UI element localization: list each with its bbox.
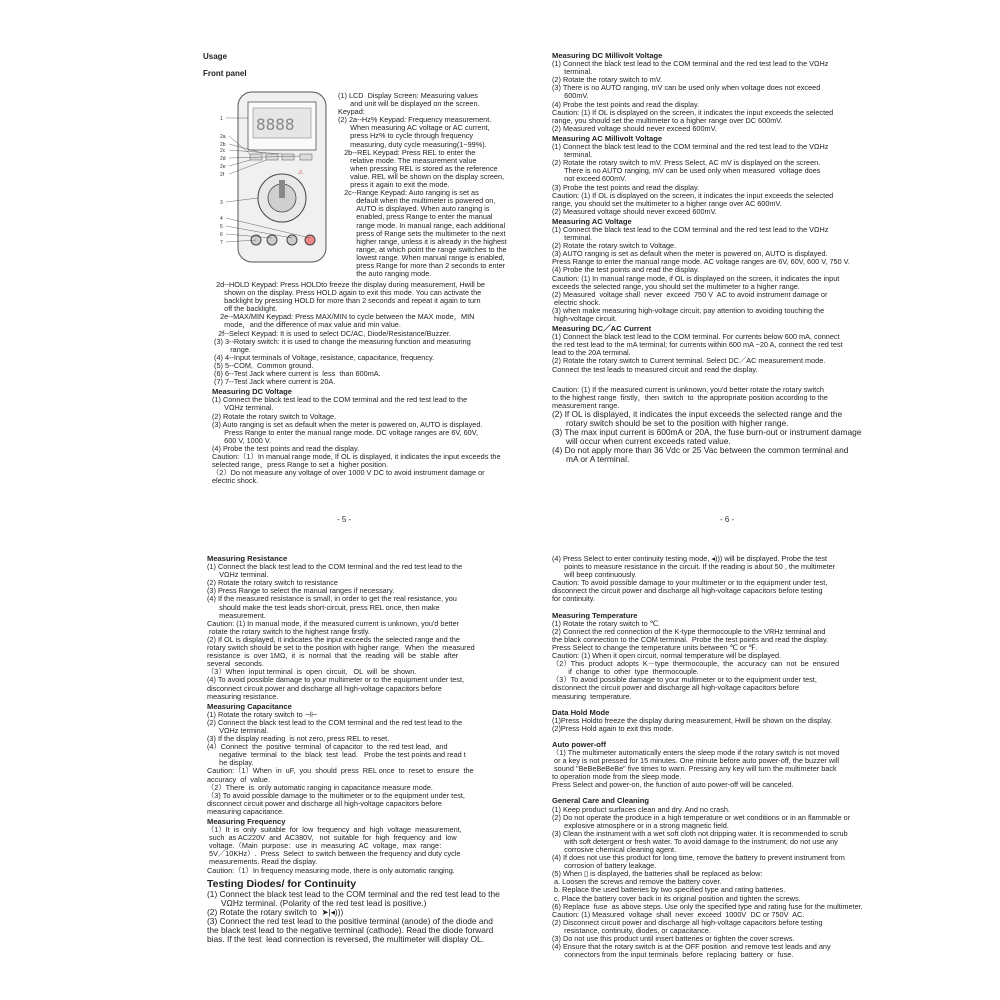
text-line: bias. If the test lead connection is reversed, the multimeter will display OL. <box>207 933 484 944</box>
text-line: Caution: (1) If the measured current is unknown, you'd better rotate the rotary switch <box>552 384 824 394</box>
text-line: (1) Connect the black test lead to the COM terminal and the red test lead to the VΩHz <box>552 142 829 152</box>
text-line: Caution: To avoid possible damage to your multimeter or to the equipment under test, <box>552 578 828 588</box>
text-line: several seconds. <box>207 659 264 669</box>
text-line: if change to other type thermocouple. <box>552 667 699 677</box>
text-line: When measuring AC voltage or AC current, <box>338 123 490 133</box>
text-line: Caution: (1) If OL is displayed on the screen, it indicates the input exceeds the selected <box>552 107 834 117</box>
text-line: disconnect the circuit power and discharge all high-voltage capacitors before testing <box>552 586 823 596</box>
text-line: off the backlight. <box>212 304 278 314</box>
text-line: Caution: (1) Measured voltage shall never exceed 1000V DC or 750V AC. <box>552 909 805 919</box>
text-line: （1）It is only suitable for low frequency and high voltage measurement, <box>207 825 462 835</box>
text-line: (4) Ensure that the rotary switch is at the OFF position and remove test leads and any <box>552 942 831 952</box>
multimeter-front-panel-diagram <box>220 88 330 268</box>
text-line: Caution:（1）In frequency measuring mode, there is only automatic ranging. <box>207 865 455 875</box>
text-line: press it again to exit the mode. <box>338 180 450 190</box>
text-line: backlight by pressing HOLD for more than 2 seconds and repeat it again to turn <box>212 296 481 306</box>
text-line: Measuring AC Voltage <box>552 216 632 226</box>
text-line: enabled, press Range to enter the manual <box>338 212 493 222</box>
text-line: rotate the rotary switch to the highest range firstly. <box>207 626 370 636</box>
text-line: (2) Disconnect circuit power and discharge all high-voltage capacitors before testing <box>552 917 823 927</box>
text-line: (6) 6--Test Jack where current is less than 600mA. <box>212 369 381 379</box>
text-line: (2) Measured voltage should never exceed 600mV. <box>552 123 717 133</box>
text-line: resistance, continuity, diodes, or capacitance. <box>552 925 711 935</box>
text-line: 2e--MAX/MIN Keypad: Press MAX/MIN to cycle between the MAX mode，MIN <box>212 312 475 322</box>
text-line: (2) If OL is displayed, it indicates the input exceeds the selected range and the <box>552 408 843 419</box>
text-line: (4) Probe the test points and read the display. <box>552 99 700 109</box>
text-line: or a key is not pressed for 15 minutes. One minute before auto power-off, the buzzer will <box>552 756 840 766</box>
text-line: (4) Probe the test points and read the display. <box>552 265 700 275</box>
text-line: and unit will be displayed on the screen. <box>338 99 480 109</box>
text-line: (1) Connect the black test lead to the COM terminal and the red test lead to the <box>207 888 500 899</box>
page8-text <box>552 555 892 959</box>
text-line: default when the multimeter is powered on, <box>338 196 496 206</box>
text-line: (2) 2a--Hz% Keypad: Frequency measurement. <box>338 115 492 125</box>
text-line: Caution: (1) When it open circuit, normal temperature will be displayed. <box>552 651 782 661</box>
text-line: measurement. <box>207 610 266 620</box>
text-line: Measuring AC Millivolt Voltage <box>552 133 663 143</box>
text-line: (5) When ▯ is displayed, the batteries shall be replaced as below: <box>552 869 763 879</box>
keypad-description <box>338 92 510 278</box>
text-line: (1) Rotate the rotary switch to ℃. <box>552 618 660 628</box>
text-line: (5) 5--COM, Common ground. <box>212 360 314 370</box>
text-line: (7) 7--Test Jack where current is 20A. <box>212 377 336 387</box>
text-line: (6) Replace fuse as above steps. Use only the specified type and rating fuse for the multimeter. <box>552 901 863 911</box>
text-line: 2b--REL Keypad: Press REL to enter the <box>338 147 476 157</box>
text-line: the black test lead to the negative terminal (cathode). Read the diode forward <box>207 924 494 935</box>
text-line: Press Select and power-on, the function of auto power-off will be canceled. <box>552 780 794 790</box>
text-line: Measuring Capacitance <box>207 701 292 711</box>
text-line: （3) To avoid possible damage to the multimeter or to the equipment under test, <box>207 790 465 800</box>
text-line: measuring capacitance. <box>207 806 285 816</box>
text-line: (4) If the measured resistance is small, in order to get the real resistance, you <box>207 594 457 604</box>
front-panel-heading: Front panel <box>203 69 247 78</box>
text-line: rotary switch should be set to the position with higher range. When the measured <box>207 643 475 653</box>
text-line: will occur when current exceeds rated value. <box>552 435 731 446</box>
text-line: Measuring Resistance <box>207 554 288 563</box>
text-line: Measuring DC／AC Current <box>552 324 652 334</box>
text-line: 600 V, 1000 V. <box>212 435 272 445</box>
text-line: the auto ranging mode. <box>338 269 432 279</box>
text-line: (3) There is no AUTO ranging, mV can be used only when voltage does not exceed <box>552 83 821 93</box>
text-line: terminal. <box>552 67 593 77</box>
text-line: （2）Do not measure any voltage of over 1000 V DC to avoid instrument damage or <box>212 468 485 478</box>
text-line: (3) Press Range to select the manual ranges if necessary. <box>207 586 395 596</box>
text-line: connectors from the input terminals before replacing battery or fuse. <box>552 950 794 960</box>
text-line: (4) To avoid possible damage to your multimeter or to the equipment under test, <box>207 675 465 685</box>
svg-text:3: 3 <box>220 200 223 206</box>
text-line: (4) Do not apply more than 36 Vdc or 25 Vac between the common terminal and <box>552 444 849 455</box>
text-line: the red test lead to the mA terminal; for currents within 600 mA ~20 A, connect the red test <box>552 340 843 350</box>
page7-text <box>207 553 507 944</box>
text-line: (3) Do not use this product until insert batteries or tighten the cover screws. <box>552 934 795 944</box>
text-line: press Range for more than 2 seconds to enter <box>338 260 506 270</box>
text-line: (4）Connect the positive terminal of capacitor to the red test lead, and <box>207 742 448 752</box>
dc-voltage-heading: Measuring DC Voltage <box>212 387 293 397</box>
text-line: (2)Press Hold again to exit this mode. <box>552 723 674 733</box>
text-line: (2) Connect the black test lead to the COM terminal and the red test lead to the <box>207 717 463 727</box>
text-line: VΩHz terminal. <box>207 725 269 735</box>
svg-text:5: 5 <box>220 224 223 230</box>
text-line: will beep continuously. <box>552 570 637 580</box>
text-line: （2）This product adopts K－type thermocouple, the accuracy can not be ensured <box>552 659 840 669</box>
text-line: (1) Connect the black test lead to the COM terminal. For currents below 600 mA, connect <box>552 332 840 342</box>
text-line: such as AC220V and AC380V, not suitable for high frequency and low <box>207 833 457 843</box>
text-line: mA or A terminal. <box>552 453 630 464</box>
text-line: disconnect the circuit power and discharge all high-voltage capacitors before <box>552 683 800 693</box>
text-line: VΩHz terminal. (Polarity of the red test lead is positive.) <box>207 897 427 908</box>
text-line: Connect the test leads to measured circuit and read the display. <box>552 364 758 374</box>
text-line: terminal. <box>552 150 593 160</box>
text-line: with soft detergent or fresh water. To avoid damage to the instrument, do not use any <box>552 836 838 846</box>
text-line: range mode. In manual range, each additional <box>338 220 506 230</box>
text-line: (2) Rotate the rotary switch to ➤|◂))) <box>207 906 344 917</box>
text-line: rotary switch should be set to the position with higher range. <box>552 417 789 428</box>
page-number-6: - 6 - <box>720 515 735 524</box>
text-line: There is no AUTO ranging, mV can be used only when measured voltage does <box>552 166 821 176</box>
text-line: Caution: (1) If OL is displayed on the screen, it indicates the input exceeds the selected <box>552 190 834 200</box>
text-line: VΩHz terminal. <box>207 570 269 580</box>
text-line: when pressing REL is stored as the reference <box>338 163 498 173</box>
text-line: （2）There is only automatic ranging in capacitance measure mode. <box>207 782 433 792</box>
text-line: sound "BeBeBeBeBe" five times to warn. Pressing any key will turn the multimeter back <box>552 764 837 774</box>
text-line: （1) The multimeter automatically enters the sleep mode if the rotary switch is not moved <box>552 747 840 757</box>
text-line: (4) Press Select to enter continuity testing mode, ◂))) will be displayed. Probe the test <box>552 554 827 563</box>
text-line: disconnect circuit power and discharge all high-voltage capacitors before <box>207 798 442 808</box>
svg-text:8888: 8888 <box>256 115 295 134</box>
text-line: range, you should set the multimeter to a higher range over AC 600mV. <box>552 198 782 208</box>
text-line: (1) Connect the black test lead to the COM terminal and the red test lead to the VΩHz <box>552 224 829 234</box>
text-line: (1) Rotate the rotary switch to ⊣⊢ <box>207 709 318 719</box>
svg-text:1: 1 <box>220 116 223 122</box>
text-line: Measuring Frequency <box>207 817 286 826</box>
text-line: value. REL will be shown on the display screen, <box>338 171 505 181</box>
text-line: (2) Rotate the rotary switch to resistance <box>207 578 338 588</box>
text-line: accuracy of value. <box>207 774 270 784</box>
text-line: measuring resistance. <box>207 691 279 701</box>
text-line: (3) The max input current is 600mA or 20A, the fuse burn-out or instrument damage <box>552 426 862 437</box>
text-line: Press Range to enter the manual range mode. DC voltage ranges are 6V, 60V, <box>212 427 478 437</box>
text-line: (2) Rotate the rotary switch to Voltage. <box>212 411 337 421</box>
svg-text:⚠: ⚠ <box>298 170 304 176</box>
text-line: points to measure resistance in the circuit. If the reading is about 50 , the multimeter <box>552 562 836 572</box>
text-line: to operation mode from the sleep mode. <box>552 772 682 782</box>
text-line: (3) Connect the red test lead to the positive terminal (anode) of the diode and <box>207 915 493 926</box>
svg-text:7: 7 <box>220 240 223 246</box>
text-line: (4) If does not use this product for long time, remove the battery to prevent instrument from <box>552 853 845 863</box>
text-line: Auto power-off <box>552 739 606 749</box>
text-line: Caution: (1) In manual mode, if the measured current is unknown, you'd better <box>207 618 460 628</box>
text-line: press Hz% to cycle through frequency <box>338 131 474 141</box>
text-line: 2c--Range Keypad: Auto ranging is set as <box>338 188 479 198</box>
text-line: (2) Measured voltage should never exceed 600mV. <box>552 206 717 216</box>
text-line: Measuring Temperature <box>552 610 638 620</box>
text-line: (2) Connect the red connection of the K-type thermocouple to the VRHz terminal and <box>552 626 826 636</box>
text-line: (2) Do not operate the produce in a high temperature or wet conditions or in an flammable or <box>552 812 851 822</box>
text-line: c. Place the battery cover back in its original position and tighten the screws. <box>552 893 801 903</box>
text-line: (2) If OL is displayed, it indicates the input exceeds the selected range and the <box>207 634 460 644</box>
text-line: measurements. Read the display. <box>207 857 318 867</box>
text-line: range, you should set the multimeter to a higher range over DC 600mV. <box>552 115 783 125</box>
text-line: electric shock. <box>552 297 601 307</box>
text-line: Keypad: <box>338 107 365 117</box>
text-line: Press Select to change the temperature units between ℃ or ℉. <box>552 642 758 652</box>
text-line: (1) Connect the black test lead to the COM terminal and the red test lead to the <box>207 562 463 572</box>
text-line: press of Range sets the multimeter to the next <box>338 228 506 238</box>
text-line: (2) Rotate the rotary switch to mV. <box>552 75 663 85</box>
text-line: to the highest range firstly，then switch to the appropriate position according to the <box>552 392 828 402</box>
text-line: resistance is over 1MΩ, it is normal that the reading will be stable after <box>207 651 459 661</box>
text-line: Caution: (1) In manual range mode, if OL is displayed on the screen, it indicates the input <box>552 273 840 283</box>
text-line: disconnect circuit power and discharge all high-voltage capacitors before <box>207 683 442 693</box>
text-line: General Care and Cleaning <box>552 796 650 806</box>
text-line: (3) Auto ranging is set as default when the meter is powered on, AUTO is displayed. <box>212 419 483 429</box>
text-line: negative terminal to the black test lead. Probe the test points and read t <box>207 750 466 760</box>
usage-heading: Usage <box>203 52 228 61</box>
text-line: voltage.（Main purpose：use in measuring AC voltage, max range： <box>207 841 447 851</box>
text-line: Caution:（1）When in uF, you should press REL once to reset to ensure the <box>207 766 474 776</box>
text-line: a. Loosen the screws and remove the battery cover. <box>552 877 722 887</box>
text-line: (4) 4--Input terminals of Voltage, resistance, capacitance, frequency. <box>212 352 435 362</box>
text-line: (3) Probe the test points and read the display. <box>552 182 700 192</box>
text-line: lead to the 20A terminal. <box>552 348 631 358</box>
text-line: 600mV. <box>552 91 589 101</box>
svg-text:2d: 2d <box>220 156 226 162</box>
text-line: electric shock. <box>212 476 259 486</box>
text-line: AUTO is displayed. When auto ranging is <box>338 204 490 214</box>
text-line: (3) when make measuring high-voltage circuit, pay attention to avoiding touching the <box>552 305 825 315</box>
text-line: (2) Rotate the rotary switch to Voltage. <box>552 241 677 251</box>
text-line: terminal. <box>552 233 593 243</box>
text-line: (3) 3--Rotary switch: it is used to change the measuring function and measuring <box>212 336 471 346</box>
text-line: (3) Clean the instrument with a wet soft cloth not dripping water. It is recommended to scrub <box>552 828 848 838</box>
text-line: (1)Press Holdto freeze the display during measurement, Hwill be shown on the display. <box>552 715 833 725</box>
text-line: b. Replace the used batteries by two specified type and rating batteries. <box>552 885 786 895</box>
text-line: high-voltage circuit. <box>552 314 617 323</box>
text-line: selected range，press Range to set a higher position. <box>212 460 389 470</box>
page5-lower-text <box>212 281 512 485</box>
page6-text <box>552 50 882 464</box>
svg-text:2e: 2e <box>220 164 226 170</box>
text-line: (1) LCD Display Screen: Measuring values <box>338 91 478 100</box>
text-line: Testing Diodes/ for Continuity <box>207 877 357 890</box>
text-line: exceeds the selected range, you should set the multimeter to a higher range. <box>552 281 800 291</box>
text-line: (4) Probe the test points and read the display. <box>212 443 360 453</box>
text-line: range, at which point the range switches to the <box>338 244 507 254</box>
svg-text:2c: 2c <box>220 148 226 154</box>
page-number-5: - 5 - <box>337 515 352 524</box>
text-line: (2) Rotate the rotary switch to Current terminal. Select DC／AC measurement mode. <box>552 356 826 366</box>
text-line: Press Range to enter the manual range mode. AC voltage ranges are 6V, 60V, 600 V, 750 V. <box>552 257 850 267</box>
text-line: 5V／10KHz）. Press Select to switch between the frequency and duty cycle <box>207 849 461 859</box>
text-line: the black connection to the COM terminal. Probe the test points and read the display. <box>552 634 829 644</box>
text-line: for continuity. <box>552 594 595 604</box>
text-line: mode，and the difference of max value and min value. <box>212 320 401 330</box>
text-line: Measuring DC Millivolt Voltage <box>552 51 663 60</box>
text-line: measuring, duty cycle measuring(1~99%). <box>338 139 487 149</box>
text-line: (3) If the display reading is not zero, press REL to reset. <box>207 734 390 744</box>
text-line: Data Hold Mode <box>552 707 610 717</box>
text-line: (2) Rotate the rotary switch to mV. Press Select, AC mV is displayed on the screen. <box>552 158 821 168</box>
svg-text:4: 4 <box>220 216 223 222</box>
text-line: shown on the display. Press HOLD again to exit this mode. You can activate the <box>212 288 482 298</box>
text-line: (1) Keep product surfaces clean and dry. And no crash. <box>552 804 730 814</box>
svg-text:2f: 2f <box>220 172 225 178</box>
text-line: 2f--Select Keypad: It is used to select DC/AC, Diode/Resistance/Buzzer. <box>212 328 451 338</box>
text-line: (1) Connect the black test lead to the COM terminal and the red test lead to the VΩHz <box>552 59 829 69</box>
text-line: measurement range. <box>552 400 620 410</box>
text-line: （3）To avoid possible damage to your multimeter or to the equipment under test, <box>552 675 817 685</box>
svg-text:2a: 2a <box>220 134 226 140</box>
text-line: should make the test leads short-circuit, press REL once, then make <box>207 602 440 612</box>
text-line: (3) AUTO ranging is set as default when the meter is powered on, AUTO is displayed. <box>552 249 828 259</box>
svg-text:2b: 2b <box>220 142 226 148</box>
text-line: Caution:（1）In manual range mode, If OL is displayed, it indicates the input exceeds the <box>212 451 501 461</box>
text-line: （3）When input terminal is open circuit, OL will be shown. <box>207 667 417 677</box>
text-line: (2) Measured voltage shall never exceed 750 V AC to avoid instrument damage or <box>552 289 828 299</box>
text-line: he display. <box>207 758 254 768</box>
text-line: measuring temperature. <box>552 691 632 701</box>
text-line: lowest range. When manual range is enabled, <box>338 252 505 262</box>
text-line: higher range, unless it is already in the highest <box>338 236 507 246</box>
text-line: VΩHz terminal. <box>212 403 274 413</box>
text-line: range. <box>212 344 251 354</box>
text-line: relative mode. The measurement value <box>338 155 477 165</box>
svg-text:6: 6 <box>220 232 223 238</box>
text-line: 2d--HOLD Keypad: Press HOLDto freeze the display during measurement, Hwill be <box>212 280 485 289</box>
text-line: (1) Connect the black test lead to the COM terminal and the red test lead to the <box>212 395 468 405</box>
text-line: explosive atmosphere or in a strong magnetic field. <box>552 820 729 830</box>
text-line: corrosion of battery leakage. <box>552 861 657 871</box>
text-line: not exceed 600mV. <box>552 174 627 184</box>
text-line: corrosive chemical cleaning agent. <box>552 845 677 854</box>
